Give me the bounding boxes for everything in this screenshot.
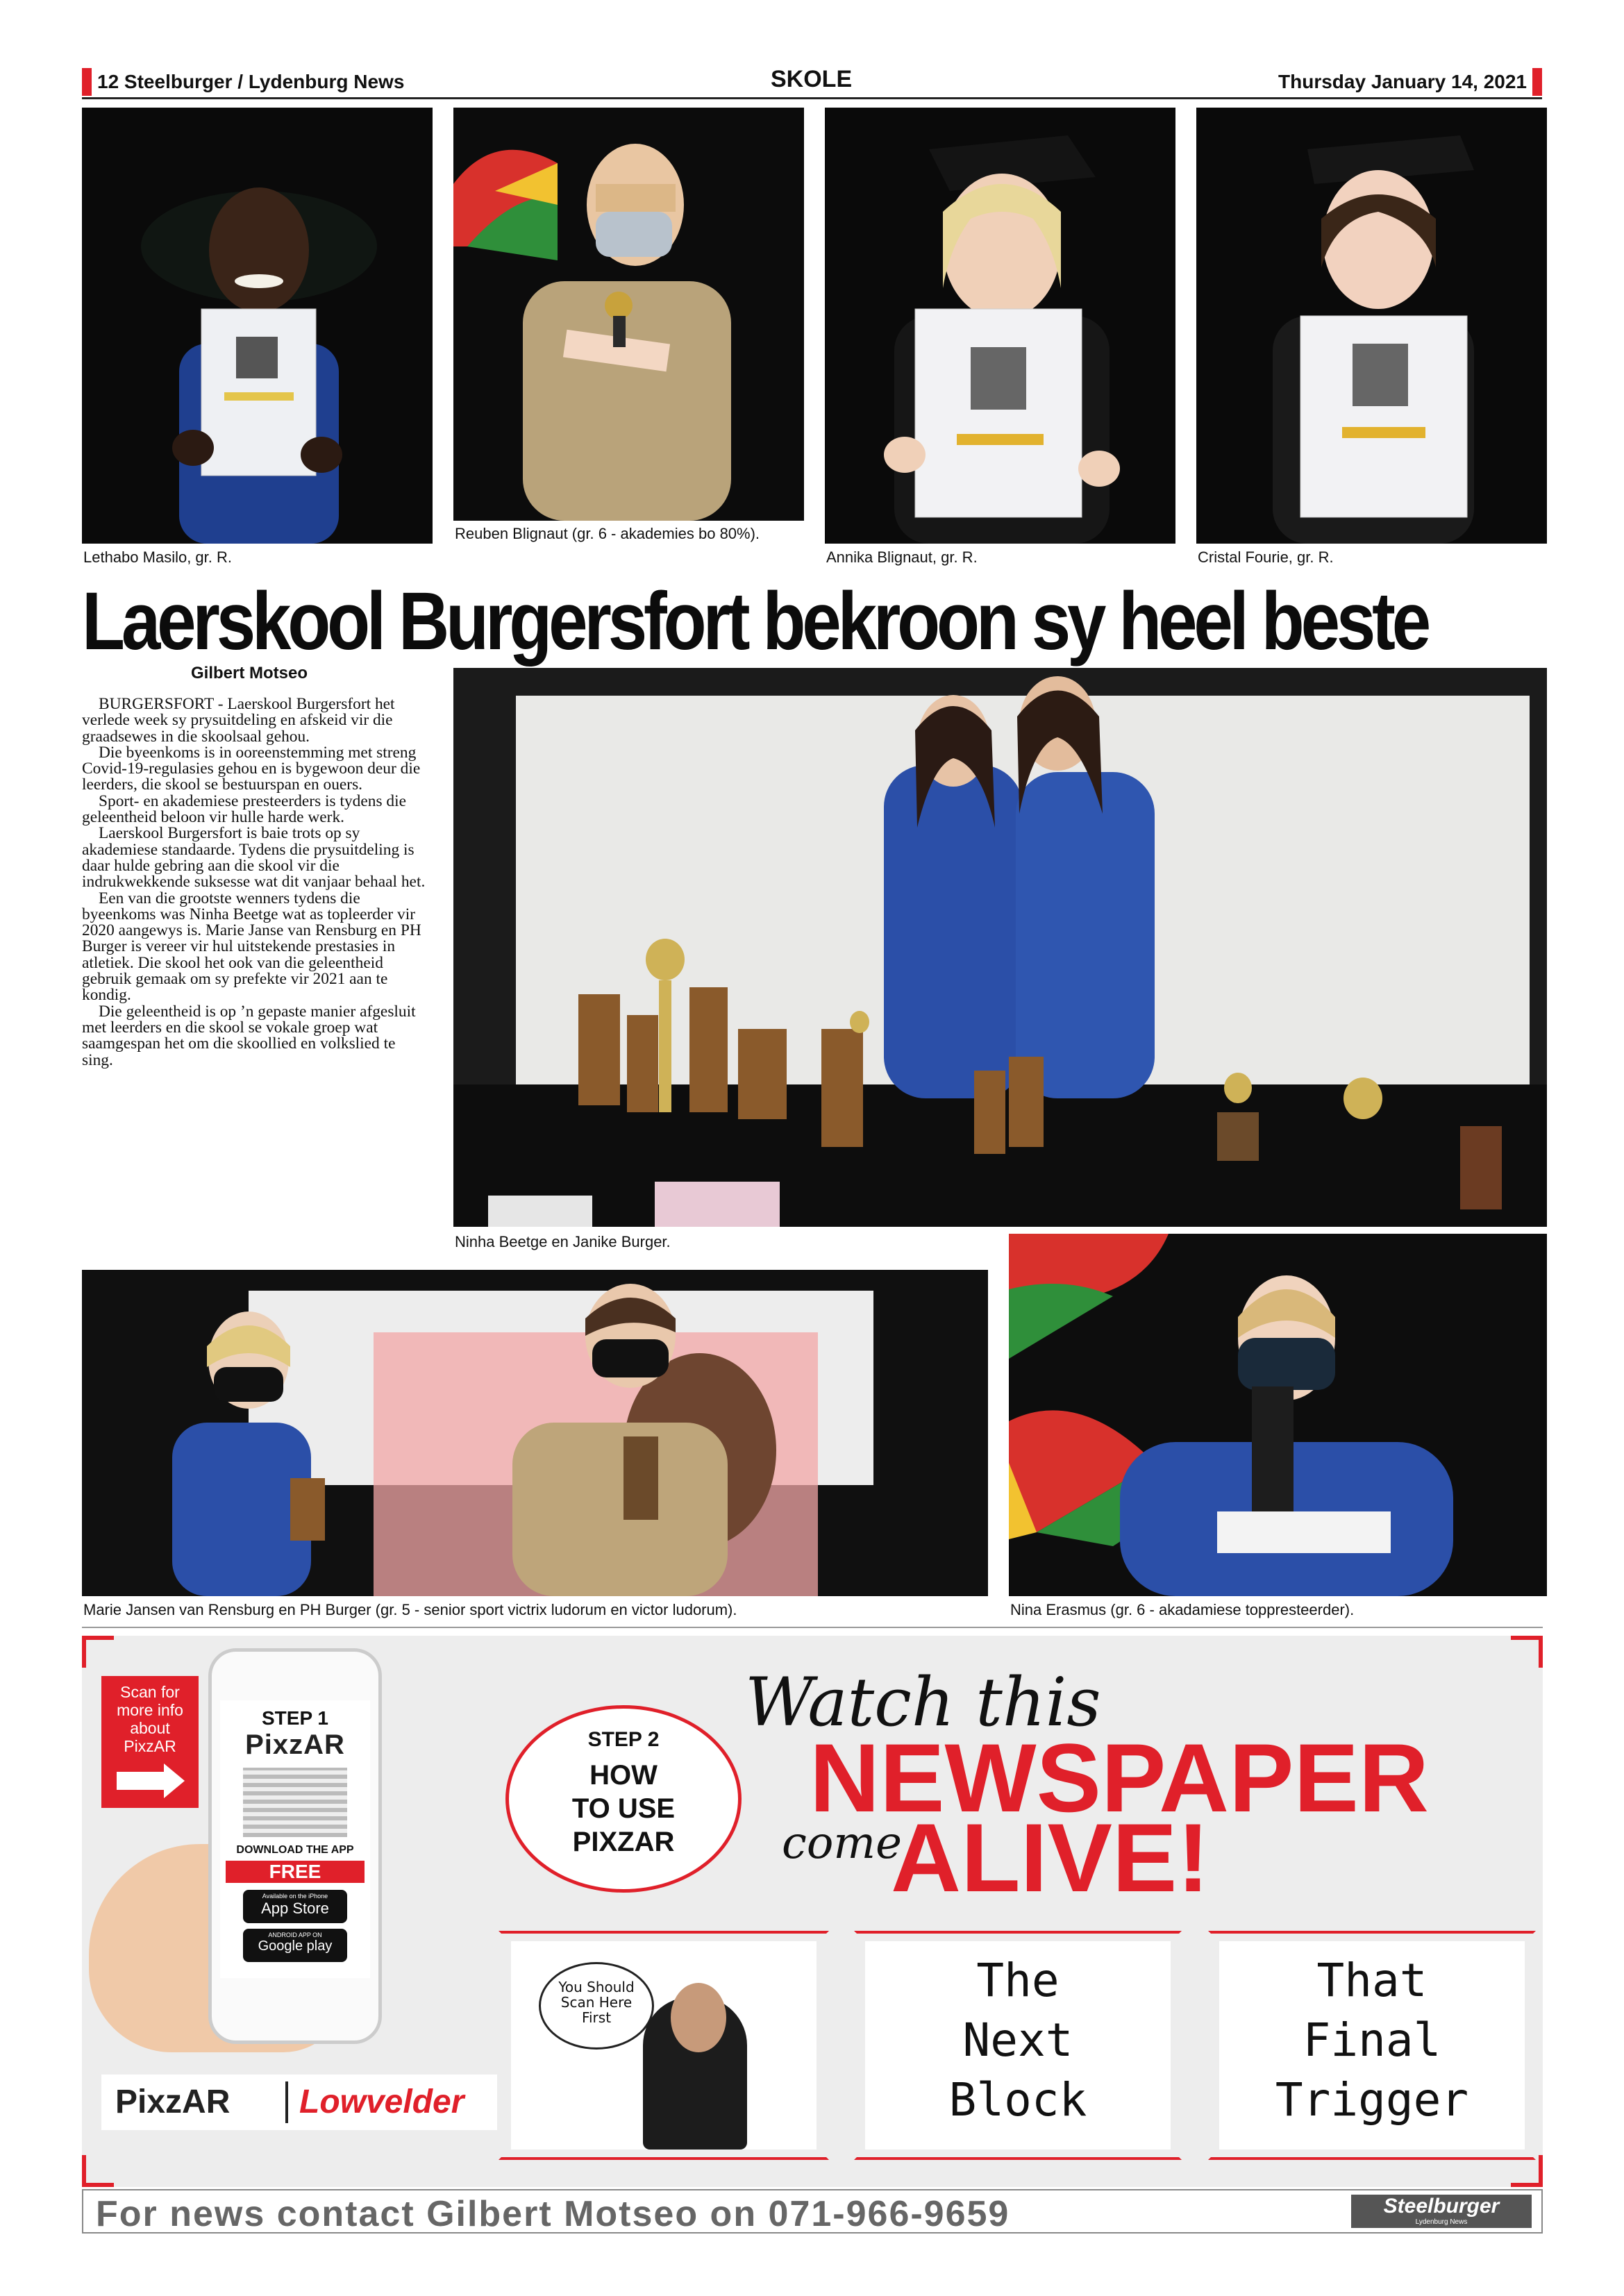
googleplay-button[interactable] [243,1929,347,1962]
photo-marie-ph [82,1270,988,1596]
header-page-info: 12 Steelburger / Lydenburg News [97,71,405,92]
caption-marie-ph: Marie Jansen van Rensburg en PH Burger (gr. 5 - senior sport victrix ludorum en victor ludorum). [83,1601,737,1618]
ad-separator [82,1627,1543,1628]
how-line: TO USE [571,1793,676,1824]
header-accent-right [1532,68,1542,96]
watch-this-label: Watch this [745,1664,1101,1741]
newspaper-label: NEWSPAPER [810,1723,1429,1832]
how-line: HOW [589,1760,658,1791]
block-line: Trigger [1275,2073,1469,2127]
article-byline: Gilbert Motseo [191,664,308,682]
caption-reuben: Reuben Blignaut (gr. 6 - akademies bo 80%). [455,525,760,542]
photo-ninha-janike [453,668,1547,1227]
googleplay-small-label: ANDROID APP ON [268,1932,322,1938]
header-rule [82,97,1542,99]
scan-block-3-frame [1208,1931,1536,2160]
corner-bracket [82,1636,114,1668]
corner-bracket [82,2155,114,2187]
brand-divider [285,2081,288,2123]
caption-nina: Nina Erasmus (gr. 6 - akadamiese toppresteerder). [1010,1601,1355,1618]
caption-cristal: Cristal Fourie, gr. R. [1198,548,1334,566]
article-paragraph: Een van die grootste wenners tydens die byeenkoms was Ninha Beetge wat as topleerder vir 2020 aangewys is. Marie Janse van Rensburg en PH Burger is vereer vir hul uitstekende prestasies in atletiek. Die skool het ook van die geleentheid gebruik gemaak om sy prefekte vir 2021 aan te kondig. [82,889,421,1005]
article-paragraph: Sport- en akademiese presteerders is tydens die geleentheid beloon vir hulle harde werk. [82,791,406,827]
scan-tab[interactable] [101,1676,199,1808]
header-date: Thursday January 14, 2021 [1278,71,1527,92]
googleplay-label: Google play [258,1938,333,1954]
article-paragraph: Die geleentheid is op ’n gepaste manier afgesluit met leerders en die skool se vokale groep wat saamgespan het om die skoollied en volkslied te sing. [82,1002,416,1069]
photo-lethabo [82,108,433,544]
photo-nina [1009,1234,1547,1596]
newspaper-stack-icon [243,1768,347,1837]
steelburger-logo [1351,2195,1532,2228]
article-body [82,696,429,1069]
download-label: DOWNLOAD THE APP [236,1844,354,1856]
brand-lowvelder: Lowvelder [299,2084,464,2120]
photo-reuben [453,108,804,521]
brand-strip [101,2075,497,2130]
step1-label: STEP 1 [262,1707,328,1729]
news-contact-text: For news contact Gilbert Motseo on 071-966-9659 [96,2194,1010,2234]
news-contact-footer [82,2189,1543,2234]
appstore-button[interactable] [243,1890,347,1923]
article-paragraph: Die byeenkoms is in ooreenstemming met streng Covid-19-regulasies gehou en is bygewoon deur die leerders, die skool se bestuurspan en ouers. [82,743,421,794]
speech-line: You Should [558,1979,635,1995]
scan-block-1-frame [499,1931,829,2160]
caption-lethabo: Lethabo Masilo, gr. R. [83,548,233,566]
header-accent-left [82,68,92,96]
speech-line: First [581,2009,612,2026]
appstore-small-label: Available on the iPhone [262,1893,328,1900]
phone-mockup [208,1648,382,2044]
speech-line: Scan Here [560,1994,633,2011]
appstore-label: App Store [261,1900,329,1917]
come-label: come [782,1818,902,1869]
caption-annika: Annika Blignaut, gr. R. [826,548,978,566]
block-line: Block [948,2073,1087,2127]
arrow-head-icon [164,1763,185,1798]
caption-ninha-janike: Ninha Beetge en Janike Burger. [455,1233,671,1250]
photo-cristal [1196,108,1547,544]
corner-bracket [1511,1636,1543,1668]
steelburger-logo-text: Steelburger [1383,2195,1500,2218]
step2-bubble [505,1705,742,1893]
brand-pixzar: PixzAR [115,2084,231,2120]
article-paragraph: Laerskool Burgersfort is baie trots op sy akademiese standaarde. Tydens die prysuitdeling is daar hulde gebring aan die skool vir die indrukwekkende suksesse wat dit vanjaar behaal het. [82,824,426,891]
scan-tab-line: more info [117,1701,183,1719]
scan-tab-line: about [130,1719,170,1737]
steelburger-logo-sub: Lydenburg News [1415,2218,1468,2226]
scan-block-2-frame [854,1931,1182,2160]
free-badge: FREE [226,1861,365,1883]
section-title: SKOLE [771,66,853,92]
scan-tab-line: PixzAR [124,1737,176,1755]
how-line: PIXZAR [572,1827,675,1857]
step2-label: STEP 2 [587,1728,660,1751]
block-line: Next [962,2013,1073,2067]
photo-annika [825,108,1175,544]
phone-screen [220,1700,370,1978]
alive-label: ALIVE! [891,1803,1209,1912]
article-headline: Laerskool Burgersfort bekroon sy heel beste [82,576,1428,667]
arrow-right-icon [117,1772,165,1790]
block-line: The [976,1954,1060,2007]
scan-tab-line: Scan for [120,1683,180,1701]
pixzar-advert [82,1636,1543,2187]
block-line: Final [1303,2013,1441,2067]
pixzar-logo: PixzAR [245,1729,345,1760]
block-line: That [1316,1954,1428,2007]
article-paragraph: BURGERSFORT - Laerskool Burgersfort het verlede week sy prysuitdeling en afskeid vir die graadsewes in die skoolsaal gehou. [82,695,395,746]
